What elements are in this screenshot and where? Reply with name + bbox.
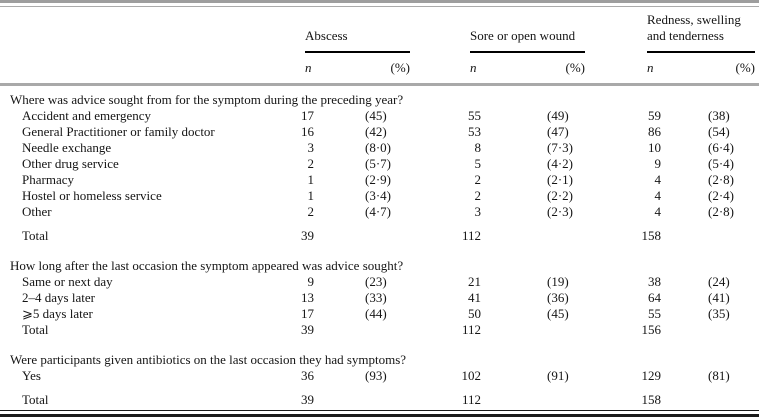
col-group-sore-wound-label: Sore or open wound: [470, 28, 576, 43]
n-value: 38: [648, 274, 661, 289]
empty-corner-cell: [0, 7, 293, 53]
col-group-abscess-label: Abscess: [305, 28, 348, 43]
pct-value: (8·0): [365, 140, 391, 155]
n-value: 9: [654, 156, 661, 171]
table-row: [0, 124, 759, 140]
pct-value: (7·3): [547, 140, 573, 155]
pct-column-header: (%): [390, 60, 410, 75]
pct-value: (4·7): [365, 204, 391, 219]
pct-value: [665, 384, 759, 408]
pct-value: (2·3): [547, 204, 573, 219]
pct-value: [318, 322, 430, 338]
n-value: 13: [301, 290, 314, 305]
pct-value: (47): [547, 124, 569, 139]
n-value: 17: [301, 108, 314, 123]
pct-value: (81): [708, 368, 730, 383]
pct-value: (42): [365, 124, 387, 139]
n-value: 2: [307, 204, 314, 219]
n-value: 156: [641, 322, 661, 337]
n-value: 8: [474, 140, 481, 155]
n-value: 4: [654, 172, 661, 187]
section-question: Where was advice sought from for the symptom during the preceding year?: [10, 92, 404, 107]
n-value: 3: [307, 140, 314, 155]
n-value: 112: [461, 228, 481, 243]
pct-value: (44): [365, 306, 387, 321]
pct-value: (6·4): [708, 140, 734, 155]
subheader-redness: [647, 60, 755, 76]
n-value: 129: [641, 368, 661, 383]
section-question: How long after the last occasion the symptom appeared was advice sought?: [10, 258, 404, 273]
pct-column-header: (%): [565, 60, 585, 75]
pct-value: (41): [708, 290, 730, 305]
total-row: [0, 322, 759, 338]
pct-value: (38): [708, 108, 730, 123]
n-value: 112: [461, 392, 481, 407]
row-label: Total: [22, 228, 49, 243]
symptoms-advice-table: [0, 7, 759, 408]
pct-value: (36): [547, 290, 569, 305]
pct-value: [318, 384, 430, 408]
pct-value: (54): [708, 124, 730, 139]
row-label: Same or next day: [22, 274, 113, 289]
row-label: Total: [22, 322, 49, 337]
n-value: 36: [301, 368, 314, 383]
n-value: 5: [474, 156, 481, 171]
row-label: Other drug service: [22, 156, 119, 171]
pct-value: [485, 384, 595, 408]
pct-value: (93): [365, 368, 387, 383]
pct-value: [318, 220, 430, 244]
pct-value: (2·2): [547, 188, 573, 203]
n-value: 10: [648, 140, 661, 155]
n-value: 53: [468, 124, 481, 139]
pct-value: (91): [547, 368, 569, 383]
row-label: ⩾5 days later: [22, 306, 93, 321]
n-column-header: n: [647, 60, 654, 75]
pct-value: [485, 322, 595, 338]
section-row: [0, 85, 759, 109]
table-row: [0, 188, 759, 204]
pct-value: (3·4): [365, 188, 391, 203]
row-label: Total: [22, 392, 49, 407]
row-label: General Practitioner or family doctor: [22, 124, 215, 139]
table-row: [0, 368, 759, 384]
pct-value: (19): [547, 274, 569, 289]
n-value: 64: [648, 290, 661, 305]
table-row: [0, 306, 759, 322]
row-label: Hostel or homeless service: [22, 188, 162, 203]
n-value: 59: [648, 108, 661, 123]
col-group-redness: [647, 7, 755, 53]
section-question: Were participants given antibiotics on the last occasion they had symptoms?: [10, 352, 407, 367]
n-value: 17: [301, 306, 314, 321]
row-label: 2–4 days later: [22, 290, 95, 305]
pct-value: (5·7): [365, 156, 391, 171]
n-value: 21: [468, 274, 481, 289]
row-label: Pharmacy: [22, 172, 74, 187]
pct-value: (2·9): [365, 172, 391, 187]
n-value: 2: [474, 172, 481, 187]
pct-value: (33): [365, 290, 387, 305]
row-label: Other: [22, 204, 52, 219]
table-row: [0, 204, 759, 220]
table-row: [0, 172, 759, 188]
table-row: [0, 274, 759, 290]
n-value: 50: [468, 306, 481, 321]
n-value: 86: [648, 124, 661, 139]
total-row: [0, 384, 759, 408]
pct-value: (2·8): [708, 204, 734, 219]
column-group-header-row: [0, 7, 759, 53]
subheader-row: [0, 53, 759, 85]
section-row: [0, 244, 759, 274]
section-row: [0, 338, 759, 368]
pct-value: (24): [708, 274, 730, 289]
n-value: 4: [654, 204, 661, 219]
bottom-rule-thick: [0, 414, 759, 417]
pct-column-header: (%): [735, 60, 755, 75]
pct-value: [665, 220, 759, 244]
col-group-redness-label: Redness, swelling and tenderness: [647, 12, 741, 43]
n-value: 2: [307, 156, 314, 171]
n-value: 1: [307, 172, 314, 187]
table-row: [0, 156, 759, 172]
n-value: 2: [474, 188, 481, 203]
n-value: 39: [301, 228, 314, 243]
pct-value: (2·8): [708, 172, 734, 187]
pct-value: [665, 322, 759, 338]
n-column-header: n: [470, 60, 477, 75]
table-row: [0, 140, 759, 156]
n-value: 9: [307, 274, 314, 289]
pct-value: (35): [708, 306, 730, 321]
total-row: [0, 220, 759, 244]
row-label: Yes: [22, 368, 41, 383]
n-value: 16: [301, 124, 314, 139]
subheader-sore-wound: [470, 60, 585, 76]
n-value: 158: [641, 392, 661, 407]
n-value: 102: [461, 368, 481, 383]
n-value: 39: [301, 392, 314, 407]
n-value: 55: [468, 108, 481, 123]
pct-value: (2·1): [547, 172, 573, 187]
n-value: 1: [307, 188, 314, 203]
pct-value: (45): [365, 108, 387, 123]
pct-value: (5·4): [708, 156, 734, 171]
n-value: 112: [461, 322, 481, 337]
n-value: 158: [641, 228, 661, 243]
pct-value: [485, 220, 595, 244]
n-value: 41: [468, 290, 481, 305]
n-value: 4: [654, 188, 661, 203]
row-label: Accident and emergency: [22, 108, 151, 123]
col-group-sore-wound: [470, 7, 585, 53]
table-row: [0, 108, 759, 124]
pct-value: (2·4): [708, 188, 734, 203]
col-group-abscess: [305, 7, 410, 53]
n-value: 3: [474, 204, 481, 219]
pct-value: (45): [547, 306, 569, 321]
pct-value: (4·2): [547, 156, 573, 171]
empty-subheader-cell: [0, 53, 293, 85]
n-value: 55: [648, 306, 661, 321]
n-value: 39: [301, 322, 314, 337]
n-column-header: n: [305, 60, 312, 75]
subheader-abscess: [305, 60, 410, 76]
row-label: Needle exchange: [22, 140, 112, 155]
pct-value: (23): [365, 274, 387, 289]
table-row: [0, 290, 759, 306]
pct-value: (49): [547, 108, 569, 123]
